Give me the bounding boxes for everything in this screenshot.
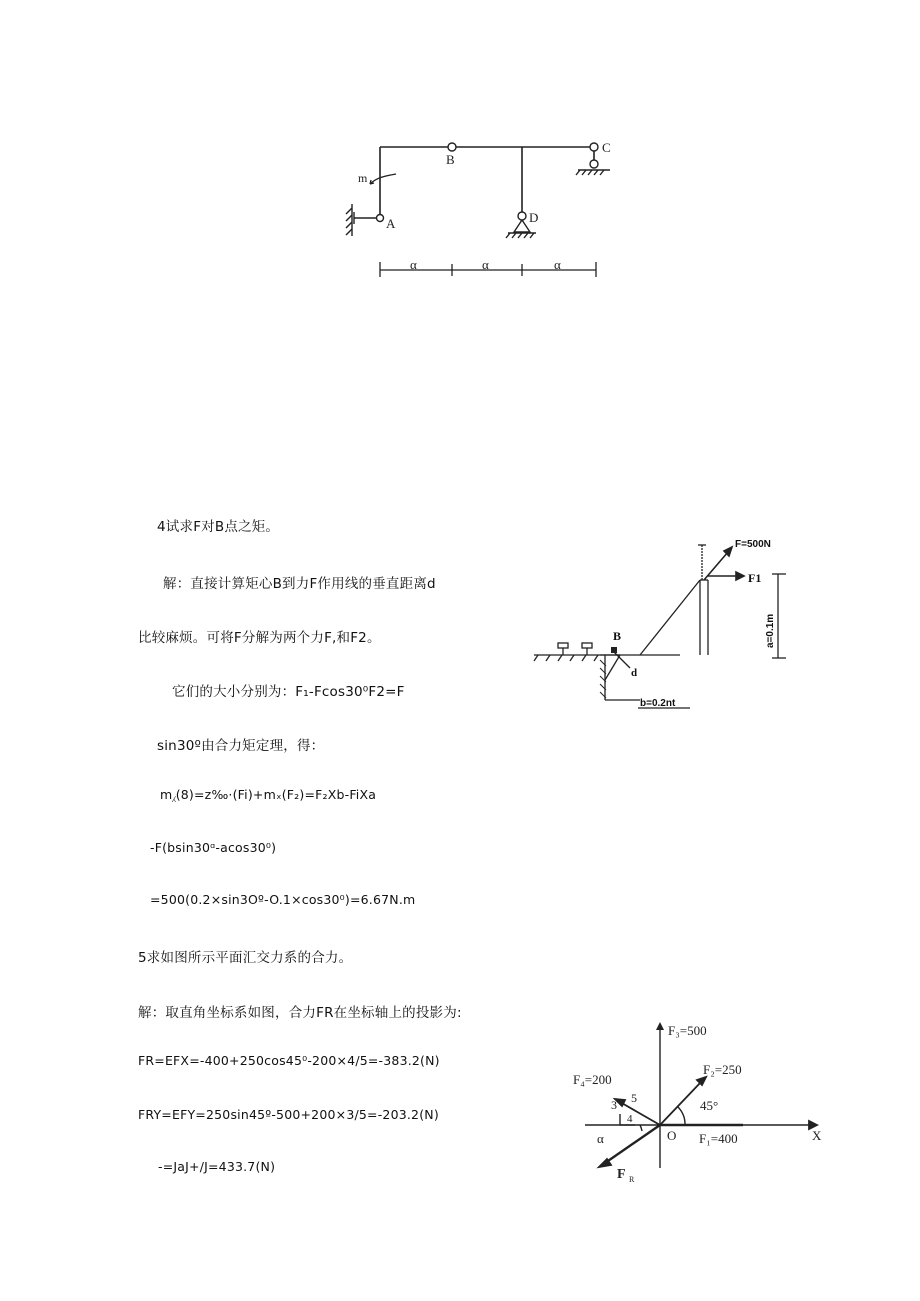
label-origin: O (667, 1128, 677, 1143)
problem-5-formula-1: FR=EFX=-400+250cos45⁰-200×4/5=-383.2(N) (138, 1053, 440, 1068)
label-X: X (812, 1128, 822, 1143)
label-A: A (386, 216, 396, 231)
concurrent-forces-figure (565, 1018, 835, 1188)
label-C: C (602, 140, 610, 155)
label-d: d (631, 667, 638, 679)
moment-figure (530, 530, 800, 720)
label-alpha: α (597, 1131, 604, 1146)
label-D: D (529, 210, 539, 225)
problem-4-solution-2: 比较麻烦。可将F分解为两个力F,和F2。 (138, 630, 381, 646)
problem-4-formula-3: =500(0.2×sin3Oº-O.1×cos30⁰)=6.67N.m (150, 892, 416, 907)
problem-5-solution-1: 解：取直角坐标系如图，合力FR在坐标轴上的投影为: (138, 1005, 462, 1021)
label-45: 45° (700, 1098, 719, 1113)
problem-5-formula-3: -=JaJ+/J=433.7(N) (158, 1159, 276, 1174)
label-F: F=500N (735, 539, 771, 550)
label-B2: B (613, 629, 622, 643)
label-F4: F₄=200 (573, 1072, 612, 1087)
label-B: B (446, 152, 455, 167)
label-4: 4 (627, 1113, 633, 1125)
dim-a-2: α (482, 257, 489, 272)
problem-4-title: 4试求F对B点之矩。 (157, 519, 280, 535)
label-5: 5 (631, 1091, 637, 1105)
label-F2: F₂=250 (703, 1062, 742, 1077)
frame-structure-figure (340, 130, 610, 290)
label-F3: F₃=500 (668, 1023, 707, 1038)
label-a: a=0.1m (765, 613, 776, 648)
dim-a-3: α (554, 257, 561, 272)
problem-5-title: 5求如图所示平面汇交力系的合力。 (138, 950, 353, 966)
problem-4-solution-1: 解：直接计算矩心B到力F作用线的垂直距离d (163, 576, 436, 592)
label-FR: F (617, 1167, 626, 1182)
label-m: m (358, 171, 368, 185)
label-FR-sub: R (629, 1175, 635, 1184)
dim-a-1: α (410, 257, 417, 272)
problem-5-formula-2: FRY=EFY=250sin45º-500+200×3/5=-203.2(N) (138, 1107, 439, 1122)
label-F1: F1 (748, 571, 762, 585)
problem-4-formula-1: m⁁(8)=z‰·(Fi)+mₓ(F₂)=F₂Xb-FiXa (160, 787, 377, 802)
label-3: 3 (611, 1098, 617, 1112)
problem-4-solution-4: sin30º由合力矩定理，得： (157, 738, 325, 754)
problem-4-formula-2: -F(bsin30ᵅ-acos30⁰) (150, 840, 277, 855)
label-F1-force: F₁=400 (699, 1131, 738, 1146)
label-b: b=0.2nt (640, 698, 676, 709)
problem-4-solution-3: 它们的大小分别为：F₁-Fcos30⁰F2=F (172, 684, 405, 700)
